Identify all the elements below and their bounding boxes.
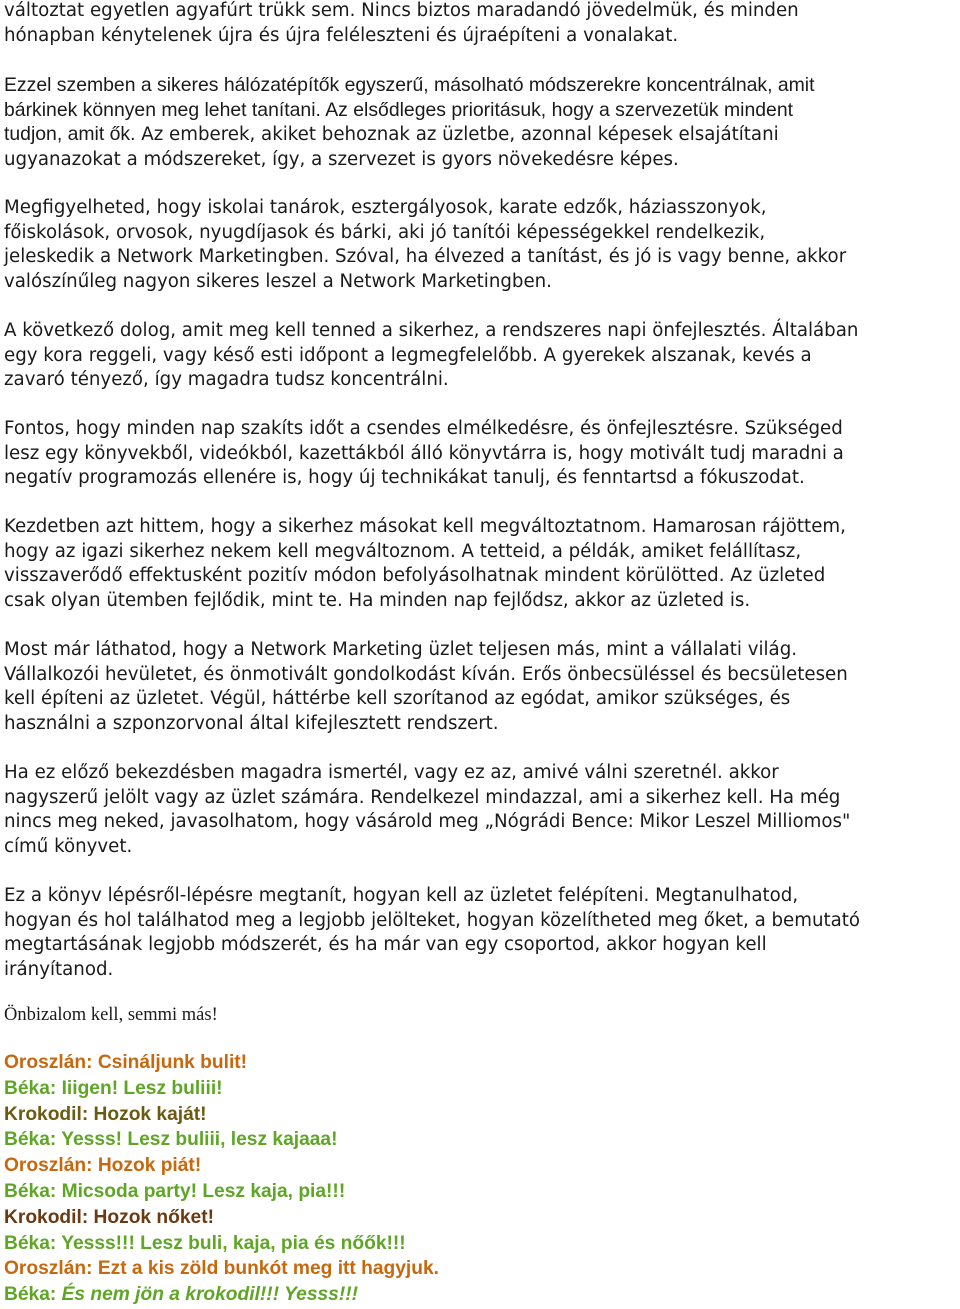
paragraph-networkers	[4, 73, 815, 172]
text-line: Fontos, hogy minden nap szakíts időt a csendes elmélkedésre, és önfejlesztésre. Szükséged	[4, 418, 843, 439]
text-line: jeleskedik a Network Marketingben. Szóval, ha élvezed a tanítást, és jó is vagy benne, akkor	[4, 246, 847, 268]
text-line: hogy az igazi sikerhez nekem kell megváltoznom. A tetteid, a példák, amiket felállítasz,	[4, 540, 802, 562]
confidence-heading	[4, 1003, 218, 1027]
paragraph-network-vs-corporate	[4, 638, 848, 736]
paragraph-continuation	[4, 0, 799, 48]
paragraph-book-content	[4, 884, 860, 982]
text-line: használni a szponzorvonal által kifejlesztett rendszert.	[4, 712, 499, 734]
text-line: valószínűleg nagyon sikeres leszel a Network Marketingben.	[4, 270, 552, 292]
paragraph-teachers	[4, 196, 846, 294]
text-line: nincs meg neked, javasolhatom, hogy vásárold meg „Nógrádi Bence: Mikor Leszel Milliomos"	[4, 811, 851, 833]
text-line: változtat egyetlen agyafúrt trükk sem. Nincs biztos maradandó jövedelmük, és minden	[4, 0, 799, 21]
text-line: Ez a könyv lépésről-lépésre megtanít, hogyan kell az üzletet felépíteni. Megtanulhatod,	[4, 885, 799, 906]
dialog-line: Béka: Yesss!!! Lesz buli, kaja, pia és nőők!!!	[4, 1232, 406, 1254]
text-line: megtartásának legjobb módszerét, és ha már van egy csoportod, akkor hogyan kell	[4, 934, 767, 956]
paragraph-book-recommendation	[4, 761, 850, 859]
text-line: főiskolások, orvosok, nyugdíjasok és bárki, aki jó tanítói képességekkel rendelkezik,	[4, 221, 766, 243]
text-line: Vállalkozói hevületet, és önmotivált gondolkodást kíván. Erős önbecsüléssel és becsületesen	[4, 663, 848, 685]
dialog-line: Krokodil: Hozok kaját!	[4, 1103, 207, 1125]
text-line: Ezzel szemben a sikeres hálózatépítők egyszerű, másolható módszerekre koncentrálnak, amit	[4, 74, 815, 96]
dialog-emphasis: És nem jön a krokodil!!! Yesss!!!	[61, 1284, 359, 1306]
dialog-line	[4, 1282, 439, 1308]
text-line: Ha ez előző bekezdésben magadra ismertél, vagy ez az, amivé válni szeretnél. akkor	[4, 762, 779, 783]
dialog-line: Béka: Micsoda party! Lesz kaja, pia!!!	[4, 1180, 346, 1202]
joke-dialog	[4, 1050, 439, 1308]
dialog-line: Oroszlán: Ezt a kis zöld bunkót meg itt hagyjuk.	[4, 1258, 439, 1280]
dialog-line: Oroszlán: Hozok piát!	[4, 1155, 202, 1177]
text-line: nagyszerű jelölt vagy az üzlet számára. Rendelkezel mindazzal, ami a sikerhez kell. Ha még	[4, 786, 841, 808]
dialog-line: Béka: Iiigen! Lesz buliii!	[4, 1077, 223, 1099]
text-line: zavaró tényező, így magadra tudsz koncentrálni.	[4, 369, 449, 391]
text-line: Most már láthatod, hogy a Network Marketing üzlet teljesen más, mint a vállalati világ.	[4, 639, 798, 660]
dialog-line: Béka: Yesss! Lesz buliii, lesz kajaaa!	[4, 1129, 338, 1151]
text-line: negatív programozás ellenére is, hogy új technikákat tanulj, és fenntartsd a fókuszodat.	[4, 467, 805, 489]
text-line: bárkinek könnyen meg lehet tanítani. Az elsődleges prioritásuk, hogy a szervezetük mindent	[4, 98, 794, 121]
text-line: című könyvet.	[4, 835, 133, 857]
text-line: kell építeni az üzletet. Végül, háttérbe kell szorítanod az egódat, amikor szükséges, és	[4, 688, 791, 710]
dialog-speaker: Béka:	[4, 1284, 62, 1306]
text-line: csak olyan ütemben fejlődik, mint te. Ha minden nap fejlődsz, akkor az üzleted is.	[4, 589, 751, 611]
text-line: visszaverődő effektusként pozitív módon befolyásolhatnak mindent körülötted. Az üzleted	[4, 565, 826, 587]
text-segment: Az emberek, akiket behoznak az üzletbe, azonnal képesek elsajátítani	[135, 124, 779, 146]
text-line: hogyan és hol találhatod meg a legjobb jelölteket, hogyan közelítheted meg őket, a bemutató	[4, 909, 861, 931]
text-segment: tudjon, amit ők.	[4, 123, 136, 146]
text-line: Kezdetben azt hittem, hogy a sikerhez másokat kell megváltoztatnom. Hamarosan rájöttem,	[4, 516, 846, 537]
paragraph-self-development	[4, 319, 858, 393]
text-line: hónapban kénytelenek újra és újra feléleszteni és újraépíteni a vonalakat.	[4, 24, 679, 46]
dialog-line: Krokodil: Hozok nőket!	[4, 1206, 214, 1228]
text-line: egy kora reggeli, vagy késő esti időpont a legmegfelelőbb. A gyerekek alszanak, kevés a	[4, 344, 812, 366]
text-line: lesz egy könyvekből, videókból, kazettákból álló könyvtárra is, hogy motivált tudj maradni a	[4, 442, 844, 464]
text-line	[4, 122, 815, 148]
paragraph-change-yourself	[4, 515, 846, 613]
text-line: Önbizalom kell, semmi más!	[4, 1005, 218, 1025]
text-line: A következő dolog, amit meg kell tenned a sikerhez, a rendszeres napi önfejlesztés. Általában	[4, 320, 859, 341]
paragraph-daily-reflection	[4, 417, 844, 491]
text-line: ugyanazokat a módszereket, így, a szervezet is gyors növekedésre képes.	[4, 148, 679, 170]
dialog-line: Oroszlán: Csináljunk bulit!	[4, 1052, 248, 1073]
text-line: Megfigyelheted, hogy iskolai tanárok, esztergályosok, karate edzők, háziasszonyok,	[4, 197, 767, 218]
text-line: irányítanod.	[4, 958, 114, 980]
